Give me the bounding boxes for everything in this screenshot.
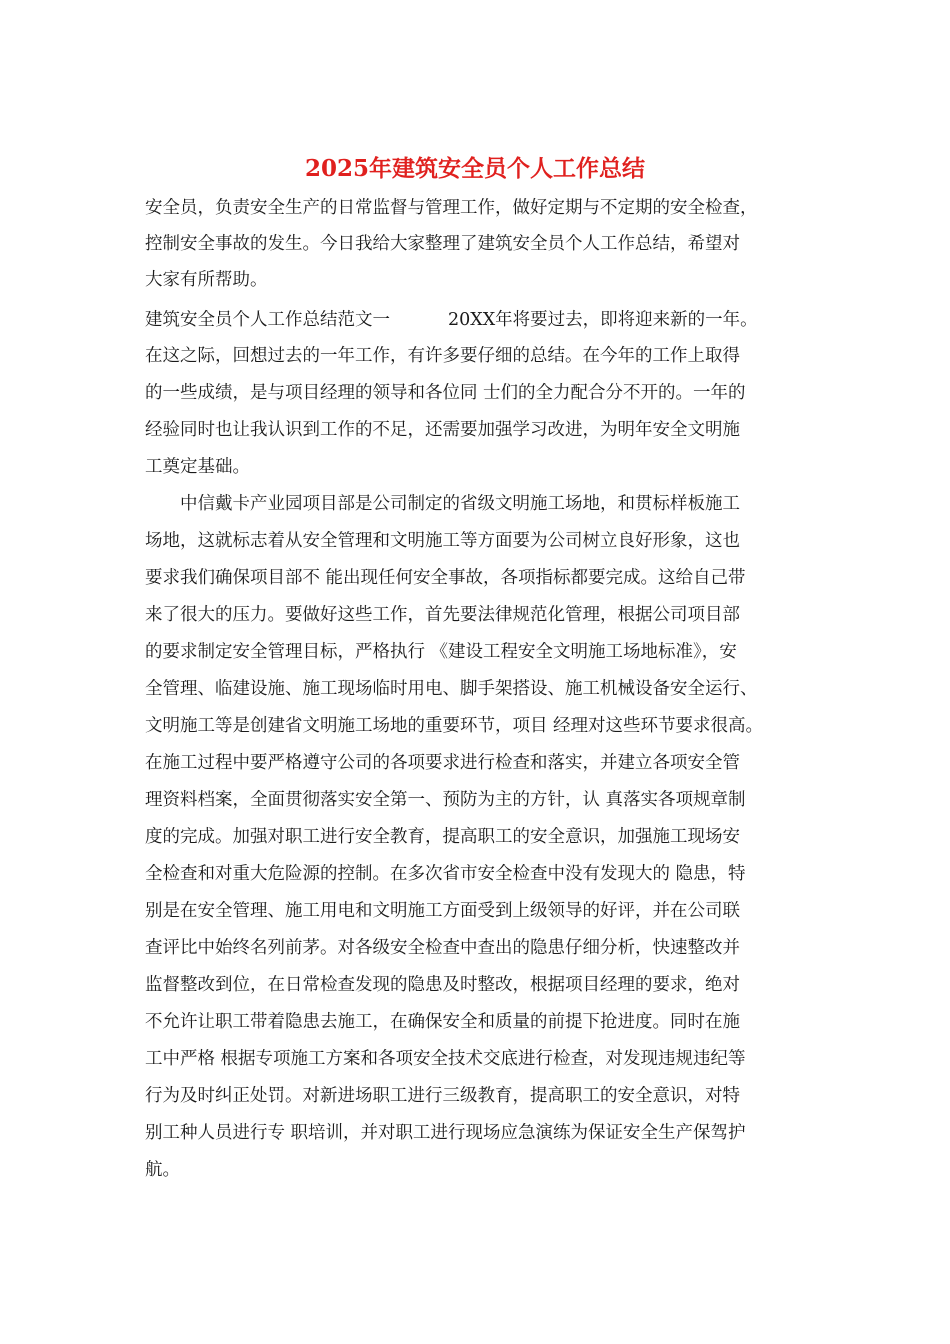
paragraph-line: 中信戴卡产业园项目部是公司制定的省级文明施工场地，和贯标样板施工 <box>180 494 740 514</box>
paragraph-line: 在施工过程中要严格遵守公司的各项要求进行检查和落实，并建立各项安全管 <box>145 753 740 773</box>
document-title: 2025年建筑安全员个人工作总结 <box>304 155 645 182</box>
section-heading-line <box>145 302 758 338</box>
paragraph-line: 经验同时也让我认识到工作的不足，还需要加强学习改进，为明年安全文明施 <box>145 420 740 440</box>
section-heading-tail: 20XX年将要过去，即将迎来新的一年。 <box>448 310 758 330</box>
paragraph-line: 在这之际，回想过去的一年工作，有许多要仔细的总结。在今年的工作上取得 <box>145 346 740 366</box>
paragraph-line: 的一些成绩，是与项目经理的领导和各位同 士们的全力配合分不开的。一年的 <box>145 383 746 403</box>
paragraph-line: 监督整改到位，在日常检查发现的隐患及时整改，根据项目经理的要求，绝对 <box>145 975 740 995</box>
paragraph-line: 度的完成。加强对职工进行安全教育，提高职工的安全意识，加强施工现场安 <box>145 827 740 847</box>
paragraph-line: 全管理、临建设施、施工现场临时用电、脚手架搭设、施工机械设备安全运行、 <box>145 679 758 699</box>
paragraph-line: 别工种人员进行专 职培训，并对职工进行现场应急演练为保证安全生产保驾护 <box>145 1123 746 1143</box>
paragraph-line: 工奠定基础。 <box>145 457 250 477</box>
paragraph-line: 的要求制定安全管理目标，严格执行 《建设工程安全文明施工场地标准》，安 <box>145 642 737 662</box>
intro-line: 安全员，负责安全生产的日常监督与管理工作，做好定期与不定期的安全检查， <box>145 198 758 218</box>
intro-line: 大家有所帮助。 <box>145 270 268 290</box>
paragraph-line: 理资料档案，全面贯彻落实安全第一、预防为主的方针，认 真落实各项规章制 <box>145 790 746 810</box>
paragraph-line: 别是在安全管理、施工用电和文明施工方面受到上级领导的好评，并在公司联 <box>145 901 740 921</box>
paragraph-line: 文明施工等是创建省文明施工场地的重要环节，项目 经理对这些环节要求很高。 <box>145 716 764 736</box>
paragraph-line: 全检查和对重大危险源的控制。在多次省市安全检查中没有发现大的 隐患，特 <box>145 864 746 884</box>
paragraph-line: 场地，这就标志着从安全管理和文明施工等方面要为公司树立良好形象，这也 <box>145 531 740 551</box>
paragraph-line: 要求我们确保项目部不 能出现任何安全事故，各项指标都要完成。这给自己带 <box>145 568 746 588</box>
intro-line: 控制安全事故的发生。今日我给大家整理了建筑安全员个人工作总结，希望对 <box>145 234 740 254</box>
section-heading: 建筑安全员个人工作总结范文一 <box>145 310 390 330</box>
paragraph-line: 行为及时纠正处罚。对新进场职工进行三级教育，提高职工的安全意识，对特 <box>145 1086 740 1106</box>
paragraph-line: 不允许让职工带着隐患去施工，在确保安全和质量的前提下抢进度。同时在施 <box>145 1012 740 1032</box>
paragraph-line: 航。 <box>145 1160 180 1180</box>
paragraph-line: 查评比中始终名列前茅。对各级安全检查中查出的隐患仔细分析，快速整改并 <box>145 938 740 958</box>
paragraph-line: 来了很大的压力。要做好这些工作，首先要法律规范化管理，根据公司项目部 <box>145 605 740 625</box>
paragraph-line: 工中严格 根据专项施工方案和各项安全技术交底进行检查，对发现违规违纪等 <box>145 1049 746 1069</box>
